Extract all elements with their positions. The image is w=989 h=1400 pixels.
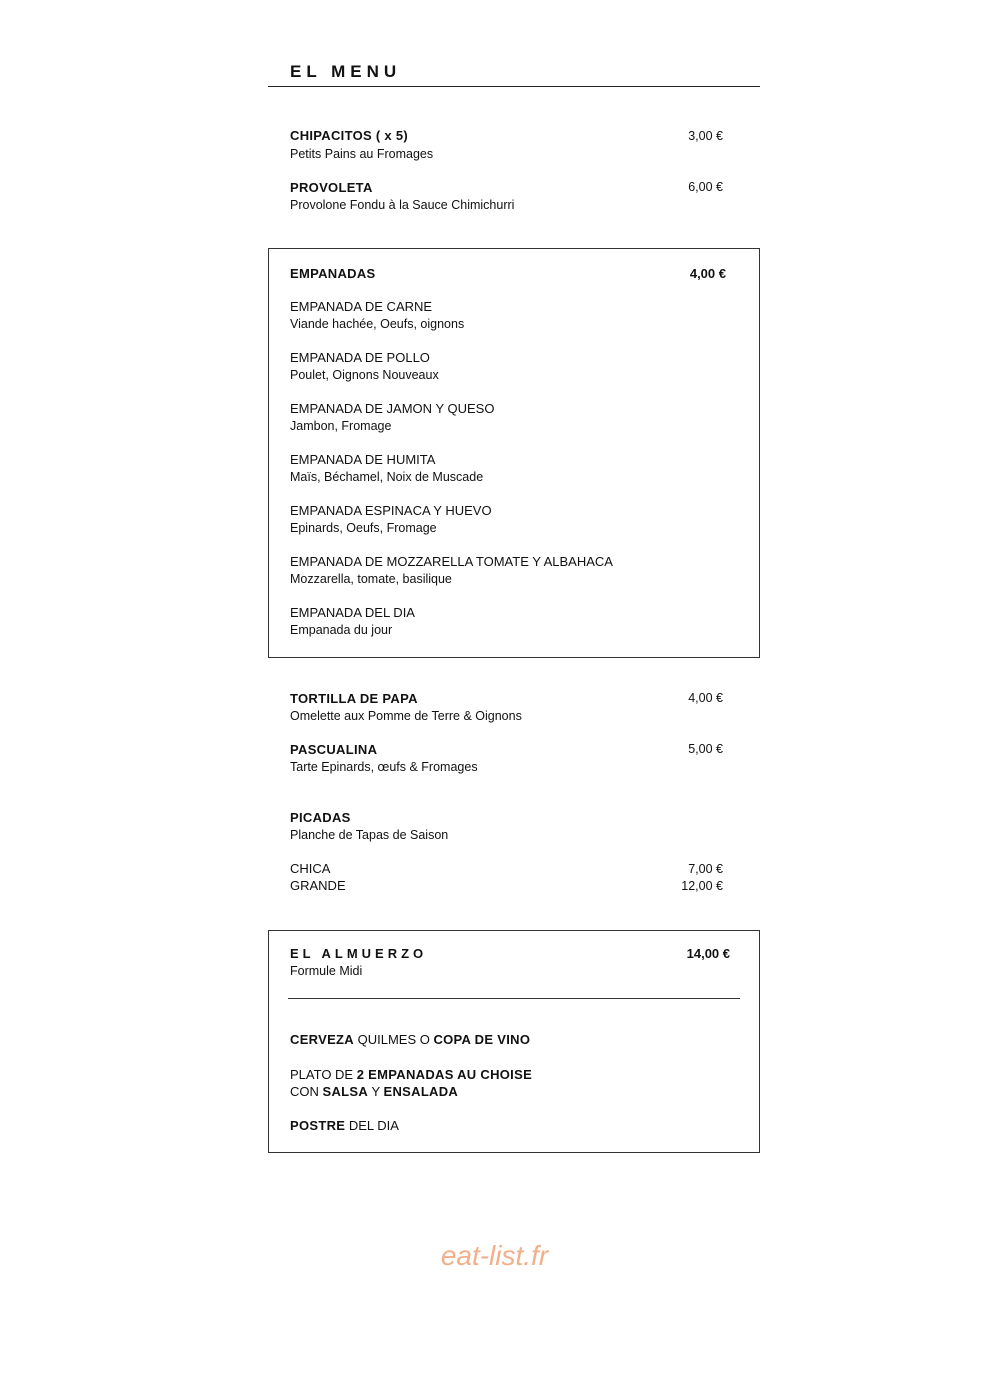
almuerzo-subtitle: Formule Midi: [290, 964, 363, 978]
dessert-suffix: DEL DIA: [345, 1118, 399, 1133]
empanada-desc: Viande hachée, Oeufs, oignons: [290, 317, 465, 331]
item-desc-provoleta: Provolone Fondu à la Sauce Chimichurri: [290, 198, 515, 212]
item-price-pascualina: 5,00 €: [688, 742, 723, 756]
almuerzo-plate-line: [290, 1066, 532, 1084]
empanadas-title: EMPANADAS: [290, 266, 376, 281]
empanada-desc: Empanada du jour: [290, 623, 393, 637]
picadas-size-label: CHICA: [290, 861, 331, 876]
picadas-size-price: 12,00 €: [681, 879, 723, 893]
empanada-desc: Jambon, Fromage: [290, 419, 392, 433]
empanada-name: EMPANADA DE JAMON Y QUESO: [290, 401, 495, 416]
empanada-name: EMPANADA DE POLLO: [290, 350, 430, 365]
empanada-name: EMPANADA DE HUMITA: [290, 452, 436, 467]
watermark-text: eat-list.fr: [440, 1240, 549, 1271]
item-name-chipacitos: CHIPACITOS ( x 5): [290, 128, 409, 143]
plate-empanadas: 2 EMPANADAS AU CHOISE: [356, 1067, 533, 1082]
item-desc-tortilla: Omelette aux Pomme de Terre & Oignons: [290, 709, 522, 723]
dessert-postre: POSTRE: [290, 1118, 346, 1133]
plate-prefix: PLATO DE: [290, 1067, 357, 1082]
almuerzo-dessert-line: [290, 1117, 399, 1135]
empanada-name: EMPANADA DE MOZZARELLA TOMATE Y ALBAHACA: [290, 554, 613, 569]
item-price-chipacitos: 3,00 €: [688, 129, 723, 143]
drink-beer: CERVEZA: [290, 1032, 354, 1047]
item-desc-pascualina: Tarte Epinards, œufs & Fromages: [290, 760, 478, 774]
picadas-size-label: GRANDE: [290, 878, 346, 893]
item-name-pascualina: PASCUALINA: [290, 742, 378, 757]
empanada-desc: Poulet, Oignons Nouveaux: [290, 368, 439, 382]
drink-connector: QUILMES O: [353, 1032, 434, 1047]
item-name-picadas: PICADAS: [290, 810, 351, 825]
almuerzo-title: EL ALMUERZO: [290, 946, 428, 961]
item-desc-chipacitos: Petits Pains au Fromages: [290, 147, 434, 161]
sides-connector: Y: [368, 1084, 384, 1099]
empanada-desc: Maïs, Béchamel, Noix de Muscade: [290, 470, 484, 484]
empanada-desc: Mozzarella, tomate, basilique: [290, 572, 452, 586]
item-price-provoleta: 6,00 €: [688, 180, 723, 194]
empanada-name: EMPANADA DE CARNE: [290, 299, 433, 314]
picadas-size-price: 7,00 €: [688, 862, 723, 876]
almuerzo-divider: [288, 998, 740, 999]
empanadas-price: 4,00 €: [689, 266, 726, 281]
drink-wine: COPA DE VINO: [433, 1032, 531, 1047]
empanada-desc: Epinards, Oeufs, Fromage: [290, 521, 437, 535]
item-name-provoleta: PROVOLETA: [290, 180, 373, 195]
item-price-tortilla: 4,00 €: [688, 691, 723, 705]
sides-ensalada: ENSALADA: [383, 1084, 459, 1099]
sides-prefix: CON: [290, 1084, 323, 1099]
almuerzo-sides-line: [290, 1083, 458, 1101]
title-divider: [268, 86, 760, 87]
menu-title: EL MENU: [290, 62, 402, 81]
empanada-name: EMPANADA DEL DIA: [290, 605, 415, 620]
empanada-name: EMPANADA ESPINACA Y HUEVO: [290, 503, 492, 518]
sides-salsa: SALSA: [322, 1084, 369, 1099]
item-desc-picadas: Planche de Tapas de Saison: [290, 828, 449, 842]
item-name-tortilla: TORTILLA DE PAPA: [290, 691, 418, 706]
almuerzo-drink-line: [290, 1031, 530, 1049]
almuerzo-price: 14,00 €: [686, 946, 730, 961]
